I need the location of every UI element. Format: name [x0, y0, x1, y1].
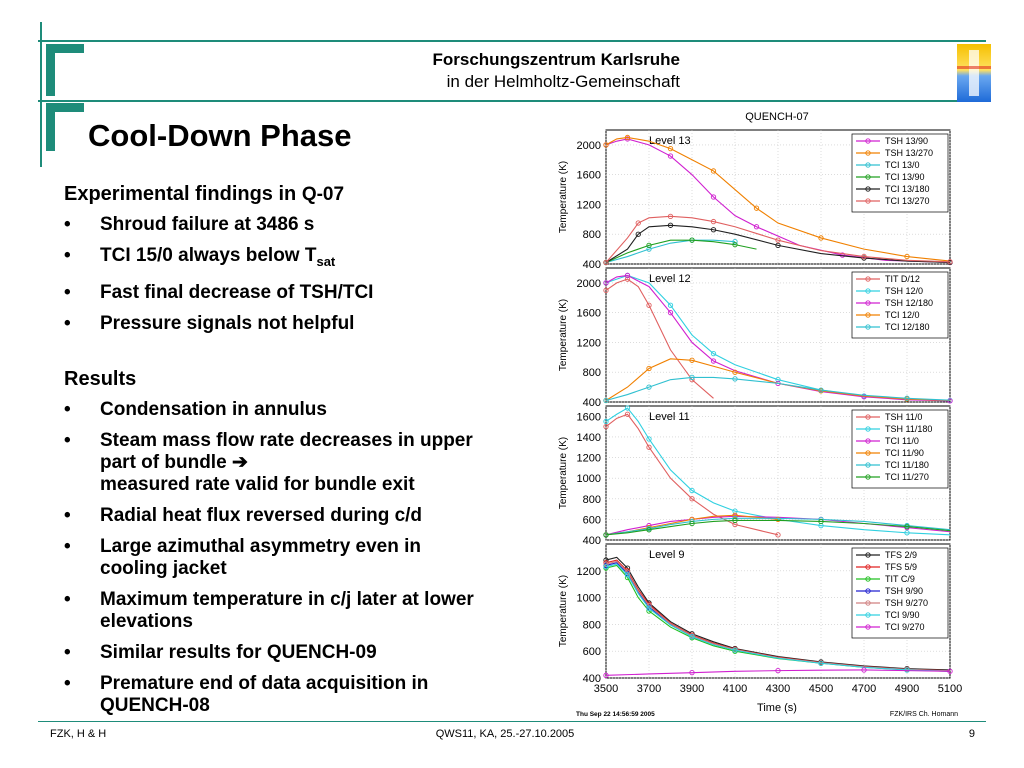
legend-entry: TIT D/12 — [885, 274, 920, 284]
list-item: • Large azimuthal asymmetry even in cooling jacket — [64, 536, 422, 579]
y-tick-label: 400 — [582, 673, 601, 685]
legend-entry: TSH 13/270 — [885, 148, 934, 158]
legend-entry: TSH 9/270 — [885, 598, 929, 608]
header-block-4 — [46, 103, 55, 151]
y-tick-label: 800 — [582, 493, 601, 506]
header-line-bottom — [38, 100, 986, 102]
chart-panel — [558, 130, 952, 271]
x-tick-label: 5100 — [937, 683, 963, 695]
x-tick-label: 4500 — [808, 683, 834, 695]
y-tick-label: 1200 — [576, 452, 601, 465]
header-block-2 — [46, 44, 55, 96]
legend-entry: TSH 12/180 — [885, 298, 934, 308]
legend-entry: TSH 12/0 — [885, 286, 924, 296]
y-tick-label: 400 — [582, 259, 601, 271]
footer-line — [38, 721, 986, 722]
y-tick-label: 800 — [582, 229, 601, 242]
y-tick-label: 1600 — [576, 307, 601, 320]
legend-entry: TSH 9/90 — [885, 586, 924, 596]
results-list — [64, 399, 504, 726]
panel-label: Level 12 — [649, 273, 691, 285]
findings-heading-small: Q-07 — [301, 184, 345, 205]
list-item-text: Fast final decrease of TSH/TCI — [100, 281, 374, 303]
list-item-text: Steam mass flow rate decreases in upper part of bundle — [100, 430, 473, 473]
y-tick-label: 1200 — [576, 337, 601, 350]
chart-credit: FZK/IRS Ch. Homann — [889, 711, 958, 718]
legend-entry: TFS 2/9 — [885, 550, 918, 560]
x-tick-label: 3500 — [593, 683, 619, 695]
legend-entry: TSH 11/180 — [885, 424, 933, 434]
y-tick-label: 1200 — [576, 565, 601, 578]
list-item: • Premature end of data acquisition in QUENCH-08 — [64, 673, 429, 716]
fzk-logo-icon — [955, 44, 993, 102]
org-name: Forschungszentrum Karlsruhe — [432, 50, 680, 69]
page-number: 9 — [968, 728, 975, 740]
y-tick-label: 600 — [582, 646, 601, 659]
y-tick-label: 2000 — [576, 277, 601, 290]
list-item-text: Large azimuthal asymmetry even in cooling jacket — [100, 536, 422, 579]
legend-entry: TCI 13/0 — [885, 160, 920, 170]
x-tick-label: 4900 — [894, 683, 920, 695]
quench-chart — [540, 104, 980, 720]
y-tick-label: 1400 — [576, 431, 601, 444]
y-tick-label: 800 — [582, 367, 601, 380]
y-axis-label: Temperature (K) — [558, 160, 569, 234]
y-axis-label: Temperature (K) — [558, 574, 569, 648]
x-tick-label: 4700 — [851, 683, 877, 695]
panel-label: Level 13 — [649, 135, 691, 147]
chart-xlabel: Time (s) — [757, 702, 797, 714]
y-axis-label: Temperature (K) — [558, 298, 569, 372]
legend-entry: TCI 9/270 — [885, 622, 925, 632]
legend-entry: TCI 11/270 — [885, 472, 929, 482]
arrow-right-icon: ➔ — [231, 452, 248, 473]
list-item: • Radial heat flux reversed during c/d — [64, 505, 423, 526]
y-tick-label: 2000 — [576, 139, 601, 152]
list-item: • Pressure signals not helpful — [64, 312, 355, 334]
chart-title: QUENCH-07 — [745, 111, 809, 123]
list-item-text: TCI 15/0 always below T — [100, 245, 317, 266]
chart-panel — [558, 406, 950, 547]
list-item-text: Radial heat flux reversed during c/d — [100, 505, 423, 526]
list-item: • Steam mass flow rate decreases in upper part of bundle ➔ measured rate valid for bundle exit — [64, 430, 473, 495]
subscript: sat — [316, 253, 336, 269]
list-item-text: Shroud failure at 3486 s — [100, 214, 315, 235]
list-item-text: Premature end of data acquisition in QUENCH-08 — [100, 673, 429, 716]
org-subtitle: in der Helmholtz-Gemeinschaft — [446, 72, 680, 91]
list-item-text: Pressure signals not helpful — [100, 312, 355, 334]
list-item: • Fast final decrease of TSH/TCI — [64, 281, 374, 303]
chart-timestamp: Thu Sep 22 14:56:59 2005 — [576, 711, 655, 718]
list-item: • Condensation in annulus — [64, 399, 327, 420]
y-tick-label: 1600 — [576, 169, 601, 182]
footer-left: FZK, H & H — [50, 728, 107, 740]
y-tick-label: 400 — [582, 397, 601, 409]
list-item: • Maximum temperature in c/j later at lower elevations — [64, 589, 474, 632]
legend-entry: TIT C/9 — [885, 574, 915, 584]
list-item-text: measured rate valid for bundle exit — [100, 474, 415, 495]
panel-label: Level 9 — [649, 549, 685, 561]
y-tick-label: 400 — [582, 535, 601, 547]
list-item: • Shroud failure at 3486 s — [64, 214, 315, 235]
findings-heading-text: Experimental findings in — [64, 183, 302, 205]
list-item: • Similar results for QUENCH-09 — [64, 642, 377, 663]
list-item: • TCI 15/0 always below $T_{sat}$ — [64, 245, 336, 269]
legend-entry: TCI 13/90 — [885, 172, 925, 182]
slide-title: Cool-Down Phase — [88, 118, 352, 153]
header-line-top — [38, 40, 986, 42]
x-tick-label: 3900 — [679, 683, 705, 695]
legend-entry: TCI 11/0 — [885, 436, 919, 446]
y-tick-label: 600 — [582, 514, 601, 527]
list-item-text: Maximum temperature in c/j later at lower elevations — [100, 589, 474, 632]
y-tick-label: 1000 — [576, 473, 601, 486]
y-tick-label: 1600 — [576, 411, 601, 424]
findings-heading — [64, 183, 344, 206]
y-tick-label: 1000 — [576, 592, 601, 605]
x-tick-label: 3700 — [636, 683, 662, 695]
x-tick-label: 4300 — [765, 683, 791, 695]
list-item-text: Similar results for QUENCH-09 — [100, 642, 377, 663]
y-axis-label: Temperature (K) — [558, 436, 569, 510]
legend-entry: TCI 12/180 — [885, 322, 930, 332]
legend-entry: TCI 11/180 — [885, 460, 929, 470]
header-vline — [40, 22, 42, 167]
legend-entry: TSH 11/0 — [885, 412, 923, 422]
chart-panel — [558, 268, 952, 409]
list-item-text: Condensation in annulus — [100, 399, 327, 420]
legend-entry: TFS 5/9 — [885, 562, 918, 572]
legend-entry: TCI 13/270 — [885, 196, 930, 206]
y-tick-label: 800 — [582, 619, 601, 632]
legend-entry: TCI 12/0 — [885, 310, 920, 320]
results-heading: Results — [64, 368, 137, 390]
legend-entry: TCI 11/90 — [885, 448, 924, 458]
findings-list — [64, 214, 373, 344]
y-tick-label: 1200 — [576, 199, 601, 212]
x-tick-label: 4100 — [722, 683, 748, 695]
chart-panel — [558, 544, 962, 695]
legend-entry: TSH 13/90 — [885, 136, 929, 146]
legend-entry: TCI 9/90 — [885, 610, 920, 620]
panel-label: Level 11 — [649, 411, 690, 423]
legend-entry: TCI 13/180 — [885, 184, 930, 194]
footer-center: QWS11, KA, 25.-27.10.2005 — [435, 728, 575, 740]
